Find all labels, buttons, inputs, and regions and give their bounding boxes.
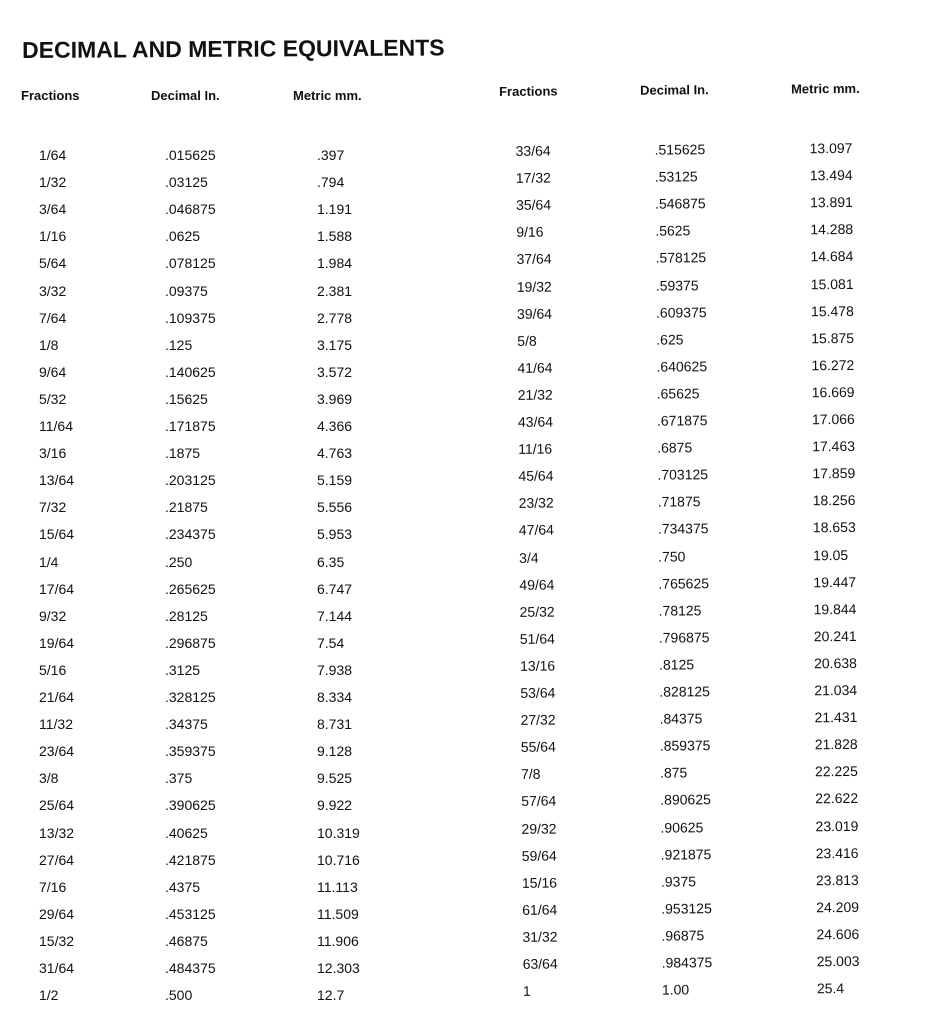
metric-cell: 3.572 — [317, 363, 353, 380]
metric-cell: 3.969 — [317, 390, 353, 407]
decimal-cell: .500 — [165, 987, 193, 1004]
metric-cell: 6.747 — [317, 580, 353, 597]
table-row — [21, 662, 461, 686]
fraction-cell: 23/32 — [518, 494, 554, 512]
fraction-cell: 61/64 — [522, 901, 558, 918]
fraction-cell: 15/16 — [521, 874, 558, 891]
decimal-cell: .34375 — [165, 716, 208, 733]
metric-cell: 14.288 — [810, 221, 854, 238]
table-row — [504, 627, 943, 655]
metric-cell: 20.638 — [813, 654, 857, 672]
fraction-cell: 19/32 — [516, 278, 552, 295]
decimal-cell: .750 — [658, 547, 686, 565]
table-row — [21, 581, 461, 605]
table-row — [21, 418, 461, 442]
fraction-cell: 23/64 — [39, 743, 75, 760]
fraction-cell: 27/64 — [39, 851, 75, 868]
table-row — [504, 600, 943, 628]
table-row — [504, 708, 943, 736]
decimal-cell: .328125 — [165, 689, 216, 705]
metric-cell: 10.319 — [317, 824, 360, 841]
decimal-cell: .140625 — [165, 363, 216, 380]
decimal-cell: .515625 — [654, 141, 706, 158]
table-row — [21, 608, 461, 632]
table-row — [507, 952, 943, 980]
table-row — [505, 735, 943, 763]
metric-cell: 21.431 — [814, 708, 858, 726]
table-row — [21, 147, 461, 171]
fraction-cell: 17/32 — [515, 169, 551, 186]
fraction-cell: 3/32 — [39, 282, 67, 299]
decimal-cell: .046875 — [165, 201, 216, 218]
metric-cell: 23.019 — [815, 817, 859, 834]
metric-cell: 8.334 — [317, 689, 353, 705]
metric-cell: 15.875 — [811, 329, 855, 346]
fraction-cell: 11/64 — [39, 418, 73, 434]
table-row — [506, 925, 943, 953]
fraction-cell: 57/64 — [521, 792, 557, 810]
table-row — [21, 797, 461, 821]
metric-cell: 21.828 — [814, 736, 858, 753]
table-row — [500, 248, 940, 276]
decimal-cell: .4375 — [165, 878, 201, 895]
fraction-cell: 7/64 — [39, 309, 67, 326]
metric-cell: 6.35 — [317, 553, 345, 570]
table-row — [21, 228, 461, 252]
fraction-cell: 3/16 — [39, 445, 67, 462]
fraction-cell: 11/32 — [39, 716, 73, 733]
metric-cell: 22.225 — [814, 763, 858, 780]
metric-cell: .794 — [317, 174, 345, 191]
fraction-cell: 5/8 — [517, 332, 537, 349]
metric-cell: 9.128 — [317, 743, 353, 760]
decimal-cell: .921875 — [660, 845, 712, 863]
fraction-cell: 17/64 — [39, 580, 75, 597]
table-row — [501, 356, 941, 384]
decimal-cell: .5625 — [655, 222, 691, 239]
table-row — [503, 573, 943, 601]
metric-cell: 20.241 — [813, 627, 857, 645]
metric-cell: 16.669 — [811, 383, 855, 401]
table-row — [500, 193, 940, 221]
decimal-cell: .0625 — [165, 228, 201, 245]
fraction-cell: 25/32 — [519, 603, 555, 620]
fraction-cell: 15/32 — [39, 932, 75, 949]
decimal-cell: .859375 — [659, 737, 711, 754]
fraction-cell: 41/64 — [517, 359, 553, 376]
decimal-cell: .453125 — [165, 905, 216, 922]
decimal-cell: .8125 — [659, 656, 695, 673]
fraction-cell: 25/64 — [39, 797, 75, 814]
decimal-cell: .734375 — [657, 520, 709, 538]
table-row — [21, 906, 461, 930]
table-row — [21, 879, 461, 903]
table-row — [21, 960, 461, 984]
decimal-cell: .65625 — [656, 385, 700, 402]
decimal-cell: .671875 — [656, 412, 708, 429]
fraction-cell: 43/64 — [517, 413, 554, 430]
decimal-cell: .640625 — [656, 357, 708, 375]
decimal-cell: .625 — [656, 331, 684, 348]
metric-cell: 11.509 — [317, 905, 359, 922]
metric-cell: 8.731 — [317, 716, 353, 733]
fraction-cell: 9/32 — [39, 607, 67, 624]
decimal-cell: .015625 — [165, 147, 216, 163]
table-row — [21, 743, 461, 767]
fraction-cell: 5/64 — [39, 255, 67, 272]
metric-cell: 9.525 — [317, 770, 353, 787]
fraction-cell: 51/64 — [519, 630, 555, 647]
table-row — [21, 174, 461, 198]
fraction-cell: 3/8 — [39, 770, 59, 787]
decimal-cell: .125 — [165, 336, 193, 353]
table-row — [504, 654, 943, 682]
header-fractions: Fractions — [21, 88, 80, 103]
metric-cell: 17.859 — [812, 465, 856, 482]
decimal-cell: .296875 — [165, 634, 216, 651]
decimal-cell: .171875 — [165, 418, 216, 434]
decimal-cell: .40625 — [165, 824, 208, 841]
fraction-cell: 1/8 — [39, 336, 59, 353]
table-row — [21, 445, 461, 469]
fraction-cell: 1/32 — [39, 174, 67, 191]
table-row — [500, 220, 940, 248]
fraction-cell: 5/32 — [39, 390, 67, 407]
fraction-cell: 9/16 — [516, 223, 544, 241]
decimal-cell: .828125 — [659, 683, 710, 700]
fraction-cell: 15/64 — [39, 526, 75, 543]
metric-cell: 2.381 — [317, 282, 353, 299]
metric-cell: 17.066 — [811, 410, 855, 428]
fraction-cell: 7/16 — [39, 878, 67, 895]
table-row — [21, 987, 461, 1011]
fraction-cell: 19/64 — [39, 634, 75, 651]
fraction-cell: 3/4 — [519, 549, 539, 566]
decimal-cell: .109375 — [165, 309, 216, 326]
fraction-cell: 1/64 — [39, 147, 67, 163]
table-row — [503, 491, 943, 519]
decimal-cell: .96875 — [661, 927, 705, 944]
table-row — [21, 635, 461, 659]
decimal-cell: .6875 — [657, 439, 693, 456]
decimal-cell: .265625 — [165, 580, 216, 597]
metric-cell: 21.034 — [814, 681, 858, 699]
decimal-cell: .359375 — [165, 743, 216, 760]
table-row — [502, 383, 942, 411]
decimal-cell: .609375 — [655, 303, 707, 321]
metric-cell: 18.653 — [812, 519, 856, 536]
fraction-cell: 9/64 — [39, 363, 67, 380]
metric-cell: .397 — [317, 147, 345, 163]
metric-cell: 7.54 — [317, 634, 345, 651]
fraction-cell: 11/16 — [518, 440, 553, 457]
decimal-cell: .3125 — [165, 661, 201, 678]
document-title: DECIMAL AND METRIC EQUIVALENTS — [22, 34, 445, 63]
fraction-cell: 1/2 — [39, 987, 59, 1004]
decimal-cell: .890625 — [660, 791, 711, 809]
table-row — [506, 871, 943, 899]
table-row — [506, 898, 943, 926]
metric-cell: 10.716 — [317, 851, 360, 868]
table-row — [500, 139, 940, 167]
table-row — [21, 337, 461, 361]
decimal-cell: .953125 — [661, 899, 712, 917]
fraction-cell: 7/8 — [520, 765, 541, 783]
decimal-cell: .703125 — [657, 466, 709, 483]
decimal-cell: .78125 — [658, 601, 702, 619]
header-metric: Metric mm. — [293, 88, 362, 103]
metric-cell: 13.494 — [809, 167, 853, 184]
decimal-cell: .15625 — [165, 390, 208, 407]
table-row — [507, 979, 943, 1007]
decimal-cell: .09375 — [165, 282, 208, 299]
decimal-cell: 1.00 — [661, 981, 690, 998]
table-row — [505, 790, 943, 818]
table-row — [21, 825, 461, 849]
table-row — [501, 302, 941, 330]
fraction-cell: 33/64 — [515, 142, 551, 159]
metric-cell: 1.984 — [317, 255, 353, 272]
metric-cell: 4.763 — [317, 445, 353, 462]
decimal-cell: .03125 — [165, 174, 208, 191]
fraction-cell: 29/64 — [39, 905, 75, 922]
decimal-cell: .484375 — [165, 960, 216, 976]
metric-cell: 17.463 — [812, 438, 856, 455]
fraction-cell: 13/64 — [39, 472, 75, 489]
metric-cell: 7.144 — [317, 607, 353, 624]
table-row — [501, 329, 941, 357]
fraction-cell: 29/32 — [521, 820, 557, 837]
fraction-cell: 31/64 — [39, 960, 75, 976]
metric-cell: 18.256 — [812, 492, 856, 509]
table-row — [505, 817, 943, 845]
table-row — [21, 391, 461, 415]
metric-cell: 11.906 — [317, 932, 359, 949]
decimal-cell: .21875 — [165, 499, 208, 516]
decimal-cell: .875 — [659, 764, 688, 781]
right-equivalents-table — [499, 80, 939, 999]
table-row — [21, 255, 461, 279]
metric-cell: 4.366 — [317, 418, 353, 434]
decimal-cell: .28125 — [165, 607, 208, 624]
table-row — [21, 472, 461, 496]
fraction-cell: 7/32 — [39, 499, 67, 516]
metric-cell: 25.4 — [816, 980, 845, 997]
decimal-cell: .59375 — [655, 276, 699, 294]
metric-cell: 5.556 — [317, 499, 353, 516]
table-row — [21, 554, 461, 578]
metric-cell: 11.113 — [317, 878, 358, 895]
table-row — [21, 852, 461, 876]
table-row — [21, 310, 461, 334]
header-decimal: Decimal In. — [151, 88, 220, 103]
decimal-cell: .71875 — [657, 493, 701, 510]
table-row — [502, 464, 942, 492]
fraction-cell: 5/16 — [39, 661, 67, 678]
decimal-cell: .546875 — [654, 195, 706, 212]
metric-cell: 7.938 — [317, 661, 353, 678]
decimal-cell: .390625 — [165, 797, 216, 814]
metric-cell: 23.416 — [815, 844, 859, 861]
metric-cell: 15.081 — [810, 275, 854, 292]
table-row — [501, 275, 941, 303]
header-decimal: Decimal In. — [639, 82, 709, 98]
table-row — [21, 716, 461, 740]
metric-cell: 19.05 — [813, 546, 849, 563]
decimal-cell: .90625 — [660, 818, 704, 836]
decimal-cell: .46875 — [165, 932, 208, 949]
table-row — [21, 933, 461, 957]
decimal-cell: .84375 — [659, 710, 703, 727]
decimal-cell: .078125 — [165, 255, 216, 272]
table-row — [504, 681, 943, 709]
metric-cell: 25.003 — [816, 952, 860, 970]
table-row — [506, 844, 943, 872]
metric-cell: 13.097 — [809, 139, 853, 157]
decimal-cell: .250 — [165, 553, 193, 570]
decimal-cell: .765625 — [658, 574, 710, 592]
metric-cell: 15.478 — [810, 302, 854, 319]
fraction-cell: 39/64 — [516, 305, 553, 322]
table-row — [21, 499, 461, 523]
fraction-cell: 53/64 — [520, 684, 556, 701]
table-row — [505, 762, 943, 790]
fraction-cell: 45/64 — [518, 467, 554, 485]
table-row — [21, 364, 461, 388]
metric-cell: 12.303 — [317, 960, 360, 976]
fraction-cell: 63/64 — [522, 955, 558, 972]
metric-cell: 14.684 — [810, 248, 854, 265]
header-fractions: Fractions — [499, 83, 558, 99]
fraction-cell: 13/16 — [520, 657, 556, 674]
fraction-cell: 55/64 — [520, 738, 556, 756]
fraction-cell: 37/64 — [516, 250, 552, 268]
fraction-cell: 21/64 — [39, 689, 75, 705]
table-row — [503, 519, 943, 547]
metric-cell: 23.813 — [815, 871, 859, 888]
metric-cell: 1.588 — [317, 228, 353, 245]
decimal-cell: .234375 — [165, 526, 216, 543]
decimal-cell: .1875 — [165, 445, 201, 462]
fraction-cell: 31/32 — [522, 928, 558, 945]
fraction-cell: 1/4 — [39, 553, 59, 570]
metric-cell: 19.844 — [813, 600, 857, 617]
table-row — [500, 166, 940, 194]
decimal-cell: .203125 — [165, 472, 216, 489]
metric-cell: 24.209 — [816, 898, 860, 916]
table-row — [21, 526, 461, 550]
metric-cell: 12.7 — [317, 987, 345, 1004]
fraction-cell: 13/32 — [39, 824, 75, 841]
metric-cell: 19.447 — [813, 573, 857, 590]
fraction-cell: 3/64 — [39, 201, 67, 218]
fraction-cell: 27/32 — [520, 711, 556, 728]
fraction-cell: 59/64 — [521, 847, 557, 864]
fraction-cell: 49/64 — [519, 576, 555, 593]
metric-cell: 1.191 — [317, 201, 353, 218]
table-row — [503, 546, 943, 574]
table-row — [21, 201, 461, 225]
decimal-cell: .578125 — [655, 249, 707, 267]
metric-cell: 13.891 — [809, 194, 853, 211]
fraction-cell: 1 — [522, 982, 531, 999]
table-row — [21, 689, 461, 713]
metric-cell: 5.953 — [317, 526, 353, 543]
metric-cell: 5.159 — [317, 472, 353, 489]
fraction-cell: 1/16 — [39, 228, 67, 245]
fraction-cell: 21/32 — [517, 386, 553, 403]
table-row — [21, 283, 461, 307]
metric-cell: 16.272 — [811, 356, 855, 374]
table-row — [21, 770, 461, 794]
table-row — [502, 437, 942, 465]
fraction-cell: 47/64 — [518, 521, 555, 539]
table-row — [502, 410, 942, 438]
header-metric: Metric mm. — [790, 80, 860, 97]
decimal-cell: .53125 — [654, 168, 698, 185]
metric-cell: 3.175 — [317, 336, 353, 353]
decimal-cell: .9375 — [660, 872, 697, 890]
metric-cell: 9.922 — [317, 797, 353, 814]
decimal-cell: .375 — [165, 770, 193, 787]
metric-cell: 22.622 — [815, 790, 859, 807]
metric-cell: 24.606 — [816, 925, 860, 943]
decimal-cell: .421875 — [165, 851, 216, 868]
decimal-cell: .984375 — [661, 954, 713, 971]
decimal-cell: .796875 — [658, 628, 710, 646]
metric-cell: 2.778 — [317, 309, 353, 326]
fraction-cell: 35/64 — [515, 196, 552, 214]
